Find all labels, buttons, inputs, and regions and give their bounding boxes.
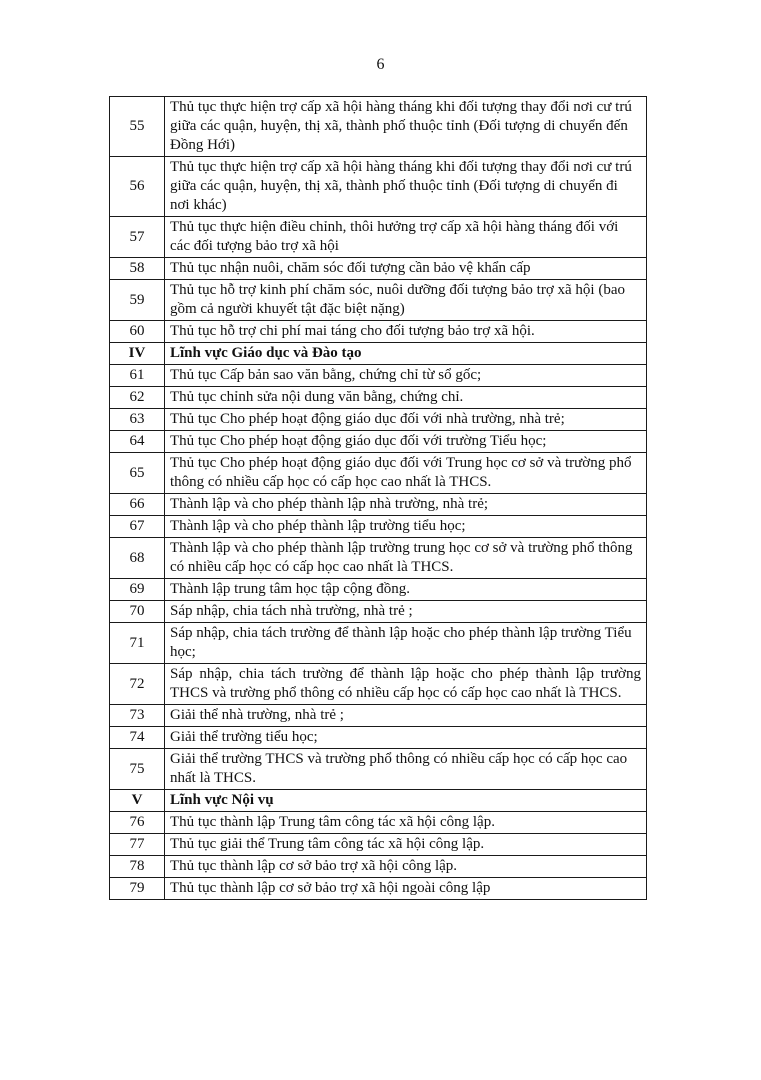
procedure-name: Sáp nhập, chia tách trường để thành lập hoặc cho phép thành lập trường THCS và trường phổ thông có nhiều cấp học có cấp học cao nhất là THCS. xyxy=(165,664,647,705)
section-title: Lĩnh vực Nội vụ xyxy=(165,790,647,812)
procedure-name: Giải thể nhà trường, nhà trẻ ; xyxy=(165,705,647,727)
row-number: 67 xyxy=(110,516,165,538)
table-row xyxy=(110,727,647,749)
procedure-name: Thủ tục thành lập cơ sở bảo trợ xã hội ngoài công lập xyxy=(165,878,647,900)
row-number: 55 xyxy=(110,97,165,157)
table-row xyxy=(110,217,647,258)
procedure-name: Thành lập và cho phép thành lập trường trung học cơ sở và trường phổ thông có nhiều cấp học có cấp học cao nhất là THCS. xyxy=(165,538,647,579)
page-number: 6 xyxy=(376,56,385,73)
table-row xyxy=(110,280,647,321)
procedure-name: Thủ tục Cấp bản sao văn bằng, chứng chỉ từ sổ gốc; xyxy=(165,365,647,387)
procedure-name: Thủ tục Cho phép hoạt động giáo dục đối với nhà trường, nhà trẻ; xyxy=(165,409,647,431)
section-title: Lĩnh vực Giáo dục và Đào tạo xyxy=(165,343,647,365)
procedure-name: Thủ tục Cho phép hoạt động giáo dục đối với Trung học cơ sở và trường phổ thông có nhiều cấp học có cấp học cao nhất là THCS. xyxy=(165,453,647,494)
procedure-name: Sáp nhập, chia tách trường để thành lập hoặc cho phép thành lập trường Tiểu học; xyxy=(165,623,647,664)
procedure-name: Thủ tục Cho phép hoạt động giáo dục đối với trường Tiểu học; xyxy=(165,431,647,453)
procedure-name: Thủ tục chỉnh sửa nội dung văn bằng, chứng chỉ. xyxy=(165,387,647,409)
procedure-name: Giải thể trường THCS và trường phổ thông có nhiều cấp học có cấp học cao nhất là THCS. xyxy=(165,749,647,790)
table-row xyxy=(110,494,647,516)
section-header-row xyxy=(110,790,647,812)
procedure-name: Thủ tục thực hiện trợ cấp xã hội hàng tháng khi đối tượng thay đổi nơi cư trú giữa các quận, huyện, thị xã, thành phố thuộc tỉnh (Đối tượng di chuyển đến Đồng Hới) xyxy=(165,97,647,157)
table-row xyxy=(110,579,647,601)
table-row xyxy=(110,538,647,579)
row-number: 57 xyxy=(110,217,165,258)
procedure-name: Thành lập và cho phép thành lập nhà trường, nhà trẻ; xyxy=(165,494,647,516)
procedure-name: Sáp nhập, chia tách nhà trường, nhà trẻ ; xyxy=(165,601,647,623)
table-row xyxy=(110,431,647,453)
procedures-table xyxy=(109,96,647,900)
table-row xyxy=(110,705,647,727)
section-header-row xyxy=(110,343,647,365)
procedure-name: Thủ tục hỗ trợ kinh phí chăm sóc, nuôi dưỡng đối tượng bảo trợ xã hội (bao gồm cả người khuyết tật đặc biệt nặng) xyxy=(165,280,647,321)
procedure-name: Thủ tục hỗ trợ chi phí mai táng cho đối tượng bảo trợ xã hội. xyxy=(165,321,647,343)
table-row xyxy=(110,409,647,431)
table-row xyxy=(110,97,647,157)
table-row xyxy=(110,856,647,878)
row-number: 60 xyxy=(110,321,165,343)
row-number: 77 xyxy=(110,834,165,856)
section-roman-numeral: IV xyxy=(110,343,165,365)
table-row xyxy=(110,878,647,900)
row-number: 64 xyxy=(110,431,165,453)
procedure-name: Giải thể trường tiểu học; xyxy=(165,727,647,749)
row-number: 63 xyxy=(110,409,165,431)
row-number: 73 xyxy=(110,705,165,727)
table-row xyxy=(110,453,647,494)
row-number: 71 xyxy=(110,623,165,664)
table-row xyxy=(110,258,647,280)
row-number: 65 xyxy=(110,453,165,494)
row-number: 76 xyxy=(110,812,165,834)
row-number: 62 xyxy=(110,387,165,409)
section-roman-numeral: V xyxy=(110,790,165,812)
procedure-name: Thủ tục giải thể Trung tâm công tác xã hội công lập. xyxy=(165,834,647,856)
procedure-name: Thủ tục thực hiện điều chỉnh, thôi hưởng trợ cấp xã hội hàng tháng đối với các đối tượng bảo trợ xã hội xyxy=(165,217,647,258)
row-number: 61 xyxy=(110,365,165,387)
row-number: 75 xyxy=(110,749,165,790)
row-number: 66 xyxy=(110,494,165,516)
procedure-name: Thủ tục thành lập Trung tâm công tác xã hội công lập. xyxy=(165,812,647,834)
table-row xyxy=(110,749,647,790)
row-number: 56 xyxy=(110,157,165,217)
row-number: 58 xyxy=(110,258,165,280)
row-number: 69 xyxy=(110,579,165,601)
table-row xyxy=(110,664,647,705)
row-number: 59 xyxy=(110,280,165,321)
table-row xyxy=(110,365,647,387)
row-number: 72 xyxy=(110,664,165,705)
procedure-name: Thủ tục nhận nuôi, chăm sóc đối tượng cần bảo vệ khẩn cấp xyxy=(165,258,647,280)
procedures-table-body xyxy=(110,97,647,900)
procedure-name: Thủ tục thực hiện trợ cấp xã hội hàng tháng khi đối tượng thay đổi nơi cư trú giữa các quận, huyện, thị xã, thành phố thuộc tỉnh (Đối tượng di chuyển đi nơi khác) xyxy=(165,157,647,217)
table-row xyxy=(110,387,647,409)
table-row xyxy=(110,623,647,664)
row-number: 79 xyxy=(110,878,165,900)
row-number: 70 xyxy=(110,601,165,623)
table-row xyxy=(110,516,647,538)
row-number: 68 xyxy=(110,538,165,579)
table-row xyxy=(110,601,647,623)
table-row xyxy=(110,157,647,217)
procedure-name: Thành lập và cho phép thành lập trường tiểu học; xyxy=(165,516,647,538)
row-number: 78 xyxy=(110,856,165,878)
procedure-name: Thủ tục thành lập cơ sở bảo trợ xã hội công lập. xyxy=(165,856,647,878)
table-row xyxy=(110,321,647,343)
row-number: 74 xyxy=(110,727,165,749)
table-row xyxy=(110,834,647,856)
procedure-name: Thành lập trung tâm học tập cộng đồng. xyxy=(165,579,647,601)
table-row xyxy=(110,812,647,834)
